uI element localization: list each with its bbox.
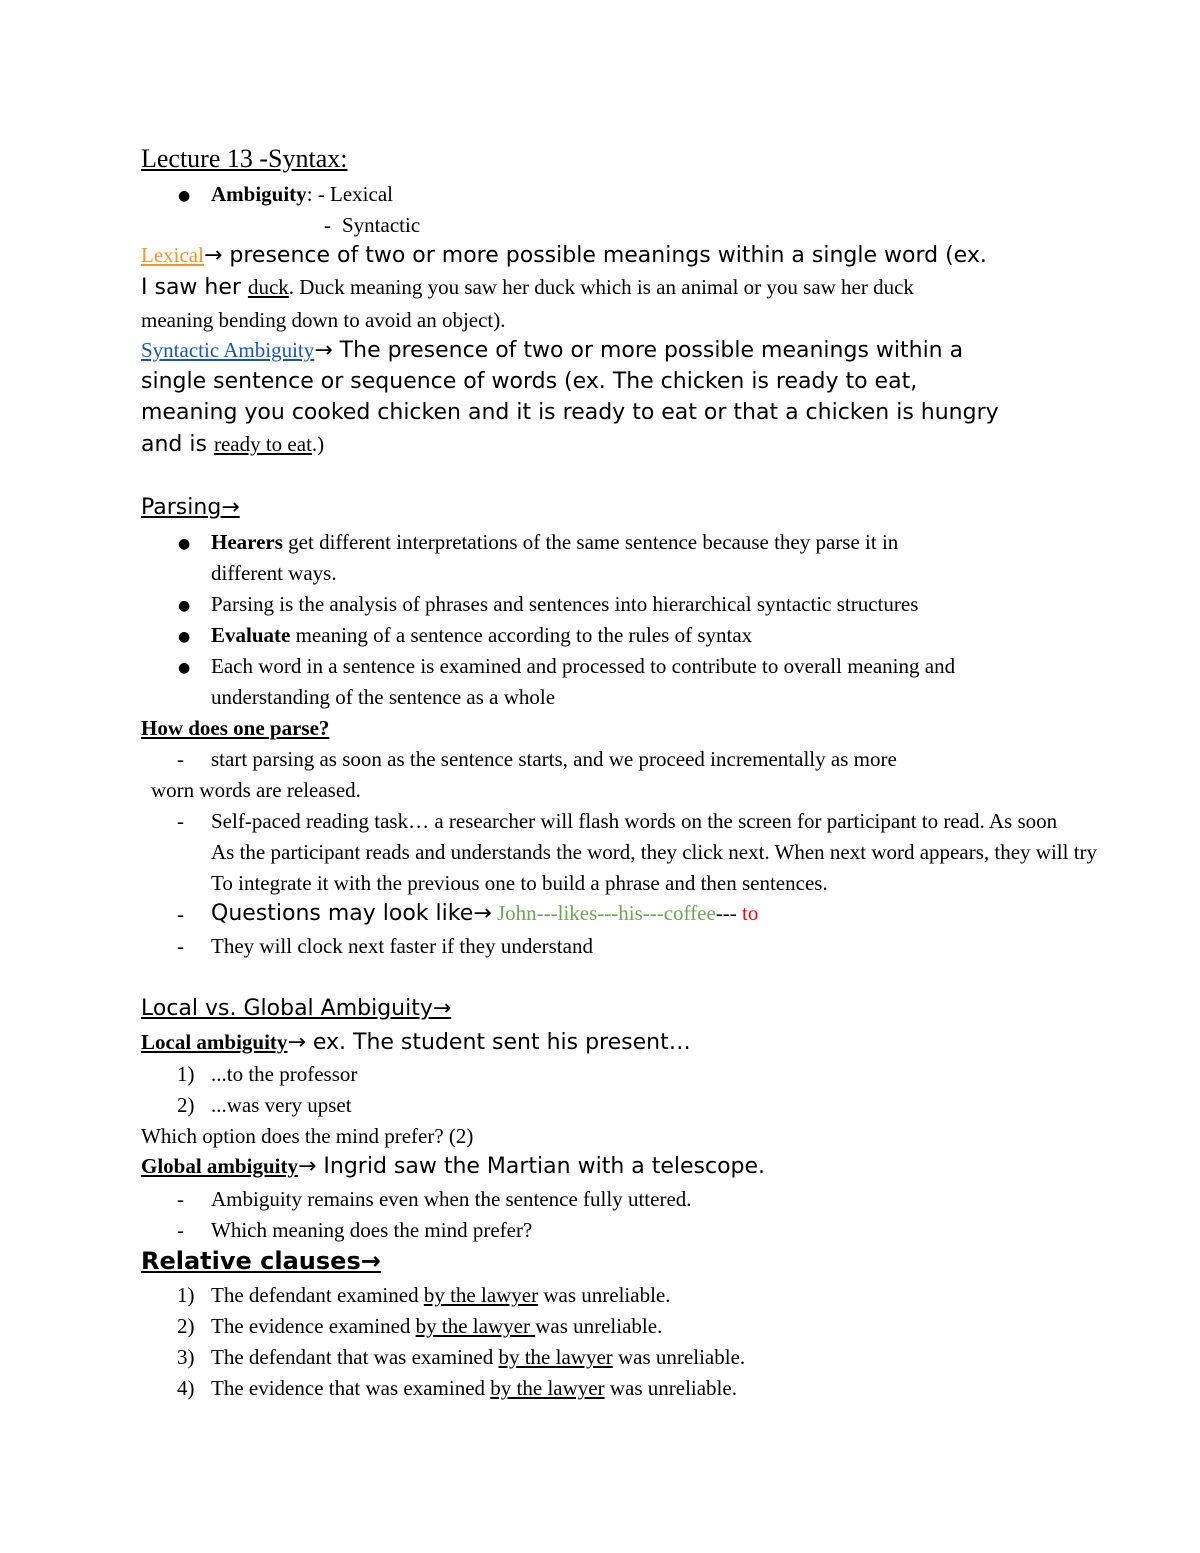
global-ambiguity-label: Global ambiguity bbox=[141, 1154, 298, 1178]
global-ambiguity-line bbox=[141, 1156, 765, 1178]
bullet-icon: ● bbox=[178, 598, 191, 614]
local-option-1: ...to the professor bbox=[211, 1062, 358, 1086]
global-arrow: → bbox=[297, 1154, 317, 1179]
syntactic-def-line1 bbox=[141, 340, 963, 362]
bullet-icon: ● bbox=[178, 536, 191, 552]
how-parse-item-1: start parsing as soon as the sentence starts, and we proceed incrementally as more bbox=[211, 747, 897, 771]
how-parse-item-4: They will clock next faster if they understand bbox=[211, 934, 593, 958]
dash-marker: - bbox=[177, 747, 184, 771]
lexical-term-link[interactable]: Lexical bbox=[141, 243, 204, 267]
relative-item-phrase: by the lawyer bbox=[490, 1376, 605, 1400]
relative-clauses-heading: Relative clauses→ bbox=[141, 1247, 381, 1275]
lexical-arrow: → bbox=[203, 243, 223, 268]
lexical-def-line1 bbox=[141, 245, 987, 267]
ambiguity-lexical: : - Lexical bbox=[306, 182, 393, 206]
ambiguity-syntactic: Syntactic bbox=[342, 213, 421, 237]
global-item-2: Which meaning does the mind prefer? bbox=[211, 1218, 533, 1242]
relative-item bbox=[211, 1378, 737, 1399]
local-global-heading: Local vs. Global Ambiguity→ bbox=[141, 996, 452, 1021]
dash-marker: - bbox=[177, 1187, 184, 1211]
syntactic-def-end: .) bbox=[311, 432, 325, 456]
how-parse-heading: How does one parse? bbox=[141, 716, 330, 740]
relative-item-post: was unreliable. bbox=[612, 1345, 746, 1369]
ambiguity-label: Ambiguity bbox=[211, 182, 307, 206]
relative-item-pre: The evidence examined bbox=[211, 1314, 416, 1338]
how-parse-item-3 bbox=[211, 903, 758, 925]
list-number: 2) bbox=[177, 1314, 195, 1338]
how-parse-item-2-cont2: To integrate it with the previous one to build a phrase and then sentences. bbox=[211, 871, 828, 895]
global-item-1: Ambiguity remains even when the sentence fully uttered. bbox=[211, 1187, 692, 1211]
parsing-bullet-2: Parsing is the analysis of phrases and sentences into hierarchical syntactic structures bbox=[211, 592, 919, 616]
how-parse-item-2: Self-paced reading task… a researcher will flash words on the screen for participant to read. As soon bbox=[211, 809, 1058, 833]
list-number: 1) bbox=[177, 1283, 195, 1307]
parsing-bullet-1-cont: different ways. bbox=[211, 561, 337, 585]
syntactic-def-text: The presence of two or more possible meanings within a bbox=[332, 338, 964, 363]
relative-item-post: was unreliable. bbox=[538, 1283, 671, 1307]
relative-item-post: was unreliable. bbox=[535, 1314, 663, 1338]
list-number: 2) bbox=[177, 1093, 195, 1117]
local-arrow: → bbox=[287, 1030, 306, 1055]
ready-to-eat: ready to eat bbox=[213, 432, 312, 456]
relative-item-phrase: by the lawyer bbox=[415, 1314, 536, 1338]
example-dashes: --- bbox=[715, 901, 737, 925]
example-words: John---likes---his---coffee bbox=[491, 901, 716, 925]
local-ambiguity-label: Local ambiguity bbox=[141, 1030, 288, 1054]
bullet-icon: ● bbox=[178, 188, 191, 204]
relative-item-pre: The defendant examined bbox=[211, 1283, 424, 1307]
syntactic-term-link[interactable]: Syntactic Ambiguity bbox=[141, 338, 315, 362]
relative-item-phrase: by the lawyer bbox=[423, 1283, 539, 1307]
lexical-explanation: . Duck meaning you saw her duck which is an animal or you saw her duck bbox=[288, 275, 914, 299]
lexical-def-line2 bbox=[141, 277, 914, 299]
parsing-bullet-3-text: meaning of a sentence according to the rules of syntax bbox=[290, 623, 753, 647]
relative-item-phrase: by the lawyer bbox=[498, 1345, 613, 1369]
dash-marker: - bbox=[177, 809, 184, 833]
syntactic-arrow: → bbox=[314, 338, 333, 363]
relative-item-pre: The evidence that was examined bbox=[211, 1376, 491, 1400]
lexical-def-text: presence of two or more possible meanings within a single word (ex. bbox=[222, 243, 987, 268]
hearers-label: Hearers bbox=[211, 530, 283, 554]
how-parse-item-2-cont1: As the participant reads and understands the word, they click next. When next word appears, they will try bbox=[211, 840, 1098, 864]
questions-label: Questions may look like→ bbox=[211, 901, 492, 926]
local-ambiguity-line bbox=[141, 1032, 691, 1054]
lexical-example: I saw her bbox=[141, 275, 248, 300]
dash-marker: - bbox=[324, 213, 331, 237]
parsing-bullet-1-text: get different interpretations of the same sentence because they parse it in bbox=[282, 530, 899, 554]
parsing-bullet-4-cont: understanding of the sentence as a whole bbox=[211, 685, 556, 709]
syntactic-def-line3: meaning you cooked chicken and it is ready to eat or that a chicken is hungry bbox=[141, 400, 999, 425]
relative-item-post: was unreliable. bbox=[604, 1376, 737, 1400]
syntactic-def-tail: and is bbox=[141, 432, 214, 457]
dash-marker: - bbox=[177, 1218, 184, 1242]
evaluate-label: Evaluate bbox=[211, 623, 291, 647]
which-option: Which option does the mind prefer? (2) bbox=[141, 1124, 474, 1148]
syntactic-def-line2: single sentence or sequence of words (ex. The chicken is ready to eat, bbox=[141, 369, 918, 394]
dash-marker: - bbox=[177, 902, 184, 926]
how-parse-item-1-cont: worn words are released. bbox=[151, 778, 361, 802]
lexical-def-line3: meaning bending down to avoid an object). bbox=[141, 308, 506, 332]
local-example: ex. The student sent his present… bbox=[305, 1030, 691, 1055]
example-next-word: to bbox=[736, 901, 759, 925]
relative-item bbox=[211, 1347, 745, 1368]
local-option-2: ...was very upset bbox=[211, 1093, 352, 1117]
syntactic-def-line4 bbox=[141, 434, 324, 456]
page-title: Lecture 13 -Syntax: bbox=[141, 144, 348, 173]
parsing-bullet-1 bbox=[211, 532, 898, 553]
parsing-bullet-4: Each word in a sentence is examined and processed to contribute to overall meaning and bbox=[211, 654, 956, 678]
parsing-bullet-3 bbox=[211, 625, 752, 646]
list-number: 4) bbox=[177, 1376, 195, 1400]
list-number: 3) bbox=[177, 1345, 195, 1369]
dash-marker: - bbox=[177, 934, 184, 958]
ambiguity-line bbox=[211, 184, 393, 205]
bullet-icon: ● bbox=[178, 629, 191, 645]
relative-item-pre: The defendant that was examined bbox=[211, 1345, 499, 1369]
relative-item bbox=[211, 1316, 662, 1337]
global-example: Ingrid saw the Martian with a telescope. bbox=[316, 1154, 766, 1179]
relative-item bbox=[211, 1285, 671, 1306]
lexical-duck-word: duck bbox=[247, 275, 289, 299]
list-number: 1) bbox=[177, 1062, 195, 1086]
parsing-heading: Parsing→ bbox=[141, 495, 240, 520]
bullet-icon: ● bbox=[178, 660, 191, 676]
